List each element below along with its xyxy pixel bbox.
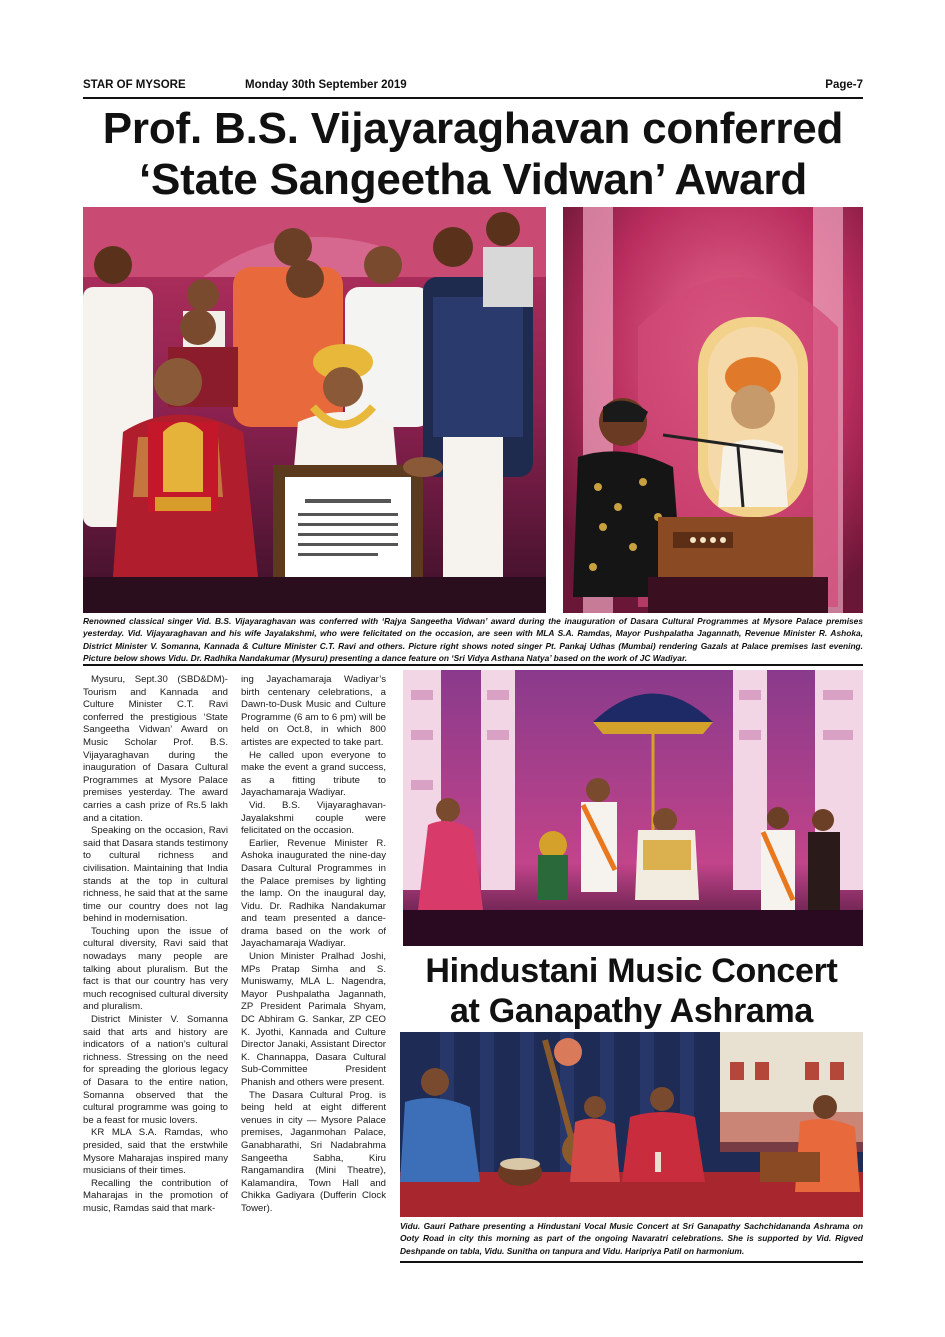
article-paragraph: KR MLA S.A. Ramdas, who presided, said that the erstwhile Mysore Maharajas inspired many musicians of their times. xyxy=(83,1127,228,1177)
masthead xyxy=(83,79,863,97)
caption-divider-2 xyxy=(400,1261,863,1263)
article-paragraph: Touching upon the issue of cultural diversity, Ravi said that nowadays many people are talking about pluralism. But the fact is that our country has very much recognised cultural diversity and pluralism. xyxy=(83,925,228,1013)
caption-divider xyxy=(83,664,863,666)
concert-headline xyxy=(400,951,863,1031)
concert-headline-line-2: at Ganapathy Ashrama xyxy=(449,992,814,1030)
main-headline xyxy=(83,103,863,205)
hindustani-concert-illustration xyxy=(400,1032,863,1217)
paper-name: STAR OF MYSORE xyxy=(83,79,186,91)
article-paragraph: ing Jayachamaraja Wadiyar’s birth centenary celebrations, a Dawn-to-Dusk Music and Culture Programme (6 am to 6 pm) will be held on Oct.8, in which 800 artistes are expected to take part. xyxy=(241,674,386,748)
photo-caption-main: Renowned classical singer Vid. B.S. Vijayaraghavan was conferred with ‘Rajya Sangeetha Vidwan’ award during the inauguration of Dasara Cultural Programmes at Mysore Palace premises yesterday. Vid. Vijayaraghavan and his wife Jayalakshmi, who were felicitated on the occasion, are seen with MLA S.A. Ramdas, Mayor Pushpalatha Jagannath, Revenue Minister R. Ashoka, District Minister V. Somanna, Kannada & Culture Minister C.T. Ravi and others. Picture right shows noted singer Pt. Pankaj Udhas (Mumbai) rendering Gazals at Palace premises last evening. Picture below shows Vidu. Dr. Radhika Nandakumar (Mysuru) presenting a dance feature on ‘Sri Vidya Asthana Natya’ based on the work of JC Wadiyar. xyxy=(83,616,863,663)
photo-caption-concert: Vidu. Gauri Pathare presenting a Hindustani Vocal Music Concert at Sri Ganapathy Sachchidananda Ashrama on Ooty Road in city this morning as part of the ongoing Navaratri celebrations. She is supported by Vid. Rigved Deshpande on tabla, Vidu. Sunitha on tanpura and Vidu. Haripriya Patil on harmonium. xyxy=(400,1221,863,1256)
article-paragraph: The Dasara Cultural Prog. is being held at eight different venues in city — Mysore Palace premises, Jaganmohan Palace, Ganabharathi, Sri Nadabrahma Sangeetha Sabha, Kiru Rangamandira (Mini Theatre), Kalamandira, Town Hall and Chikka Gadiyara (Dufferin Clock Tower). xyxy=(241,1089,386,1214)
article-paragraph: District Minister V. Somanna said that arts and history are indicators of a nation’s cultural richness. Stressing on the need for spreading the glorious legacy of Dasara to the entire nation, Somanna observed that the cultural programme was going to be a feast for music lovers. xyxy=(83,1014,228,1126)
article-paragraph: Mysuru, Sept.30 (SBD&DM)- Tourism and Kannada and Culture Minister C.T. Ravi conferred the prestigious ‘State Sangeetha Vidwan’ Award on Music Scholar Prof. B.S. Vijayaraghavan during the inauguration of Dasara Cultural Programmes at Mysore Palace premises yesterday. The award carries a cash prize of Rs.5 lakh and a citation. xyxy=(83,674,228,824)
gazal-singer-illustration xyxy=(563,207,863,613)
concert-headline-line-1: Hindustani Music Concert xyxy=(425,952,838,990)
award-ceremony-photo xyxy=(83,207,546,613)
issue-date: Monday 30th September 2019 xyxy=(245,79,407,91)
hindustani-concert-photo xyxy=(400,1032,863,1217)
award-ceremony-illustration xyxy=(83,207,546,613)
headline-line-1: Prof. B.S. Vijayaraghavan conferred xyxy=(102,104,844,153)
page-number: Page-7 xyxy=(825,79,863,91)
article-column-1 xyxy=(83,674,228,1216)
gazal-singer-photo xyxy=(563,207,863,613)
article-paragraph: He called upon everyone to make the event a grand success, as a fitting tribute to Jayachamaraja Wadiyar. xyxy=(241,749,386,799)
article-paragraph: Speaking on the occasion, Ravi said that Dasara stands testimony to cultural richness and civilisation. Maintaining that India stands at the top in cultural richness, he said that at the same time our country does not lag behind in modernisation. xyxy=(83,825,228,925)
article-paragraph: Earlier, Revenue Minister R. Ashoka inaugurated the nine-day Dasara Cultural Programmes in the Palace premises by lighting the lamp. On the inaugural day, Vidu. Dr. Radhika Nandakumar and team presented a dance-drama based on the work of Jayachamaraja Wadiyar. xyxy=(241,837,386,950)
masthead-divider xyxy=(83,97,863,99)
dance-drama-photo xyxy=(403,670,863,946)
article-paragraph: Recalling the contribution of Maharajas in the promotion of music, Ramdas said that mark- xyxy=(83,1177,228,1214)
article-paragraph: Vid. B.S. Vijayaraghavan-Jayalakshmi couple were felicitated on the occasion. xyxy=(241,799,386,837)
dance-drama-illustration xyxy=(403,670,863,946)
article-paragraph: Union Minister Pralhad Joshi, MPs Pratap Simha and S. Muniswamy, MLA L. Nagendra, Mayor Pushpalatha Jagannath, ZP President Parimala Shyam, DC Abhiram G. Sankar, ZP CEO K. Jyothi, Kannada and Culture Director Janaki, Assistant Director K. Channappa, Dasara Cultural Sub-Committee President Phanish and others were present. xyxy=(241,951,386,1088)
headline-line-2: ‘State Sangeetha Vidwan’ Award xyxy=(138,155,808,204)
article-column-2 xyxy=(241,674,386,1216)
